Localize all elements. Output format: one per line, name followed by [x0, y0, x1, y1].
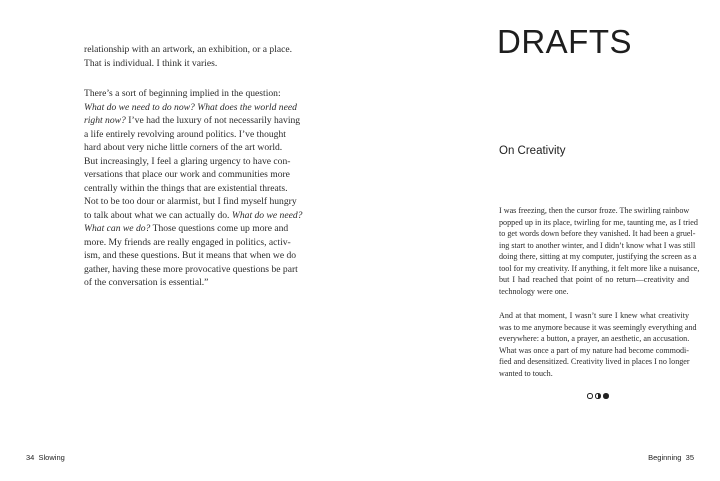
italic-text: What can we do? — [84, 223, 151, 234]
page-number: 35 — [685, 453, 694, 462]
text-line: technology were one. — [499, 286, 569, 296]
roman-text: to talk about what we can actually do. — [84, 209, 232, 221]
roman-text: There’s a sort of beginning implied in the question: — [84, 88, 281, 99]
text-line: to get words down before they vanished. It had been a gruel- — [499, 229, 696, 238]
text-line — [84, 236, 291, 250]
roman-text: a life entirely revolving around politics. I’ve thought — [84, 128, 286, 140]
roman-text: But increasingly, I feel a glaring urgency to have con- — [84, 155, 291, 167]
chapter-heading: DRAFTS — [497, 23, 632, 60]
left-paragraph-2 — [84, 87, 303, 290]
italic-text: right now? — [84, 115, 126, 126]
text-line — [84, 222, 289, 236]
text-line: popped up in its place, twirling for me, taunting me, as I tried — [499, 217, 698, 227]
text-line — [84, 101, 297, 115]
roman-text: centrally within the things that are existential threats. — [84, 182, 288, 194]
text-line: was to me anymore because it was seemingly everything and — [499, 322, 697, 332]
text-line — [84, 168, 290, 182]
filled-circle-icon — [603, 393, 609, 399]
right-folio — [648, 453, 694, 463]
text-line: but I had reached that point of no return—creativity and — [499, 275, 689, 284]
text-line — [84, 209, 303, 223]
right-paragraph-1 — [499, 205, 700, 297]
text-line: What was once a part of my nature had become commodi- — [499, 345, 689, 355]
text-line — [84, 276, 278, 290]
text-line: And at that moment, I wasn’t sure I knew what creativity — [499, 311, 689, 320]
empty-circle-icon — [587, 393, 593, 399]
roman-text: more. My friends are really engaged in politics, activ- — [84, 236, 291, 248]
roman-text: Those questions come up more and — [150, 223, 289, 234]
running-title: Beginning — [648, 453, 682, 462]
text-line — [84, 87, 281, 101]
text-line — [84, 141, 283, 155]
text-line — [84, 182, 288, 196]
roman-text: ism, and these questions. But it means that when we do — [84, 250, 297, 261]
text-line — [84, 263, 298, 277]
text-line — [84, 128, 286, 142]
text-line — [84, 195, 297, 209]
roman-text: of the conversation is essential.” — [84, 277, 209, 288]
running-title: Slowing — [38, 453, 65, 462]
text-line: fied and desensitized. Creativity lived in places I no longer — [499, 357, 690, 366]
section-title: On Creativity — [499, 145, 566, 157]
roman-text: gather, having these more provocative questions be part — [84, 263, 298, 275]
italic-text: What do we need? — [231, 209, 303, 221]
text-line: doing there, sitting at my computer, justifying the screen as a — [499, 252, 697, 261]
half-circle-icon — [595, 393, 601, 399]
text-line: I was freezing, then the cursor froze. The swirling rainbow — [499, 206, 690, 215]
roman-text: hard about very niche little corners of the art world. — [84, 142, 283, 153]
roman-text: I’ve had the luxury of not necessarily having — [125, 115, 301, 126]
text-line: tool for my creativity. If anything, it felt more like a nuisance, — [499, 263, 700, 273]
section-ornament — [587, 392, 609, 400]
text-line — [84, 249, 297, 263]
text-line: ing start to another winter, and I didn’t know what I was still — [499, 240, 696, 250]
roman-text: versations that place our work and communities more — [84, 169, 290, 180]
text-line: That is individual. I think it varies. — [84, 57, 218, 69]
left-paragraph-1 — [84, 43, 293, 70]
text-line — [84, 155, 291, 169]
text-line: relationship with an artwork, an exhibition, or a place. — [84, 44, 293, 55]
text-line — [84, 114, 301, 128]
italic-text: What do we need to do now? What does the world need — [84, 101, 297, 113]
text-line: wanted to touch. — [499, 368, 553, 378]
page-number: 34 — [26, 453, 35, 462]
right-paragraph-2 — [499, 310, 697, 379]
left-folio — [26, 453, 65, 463]
roman-text: Not to be too dour or alarmist, but I find myself hungry — [84, 196, 297, 207]
text-line: everywhere: a button, a prayer, an aesthetic, an accusation. — [499, 334, 690, 343]
